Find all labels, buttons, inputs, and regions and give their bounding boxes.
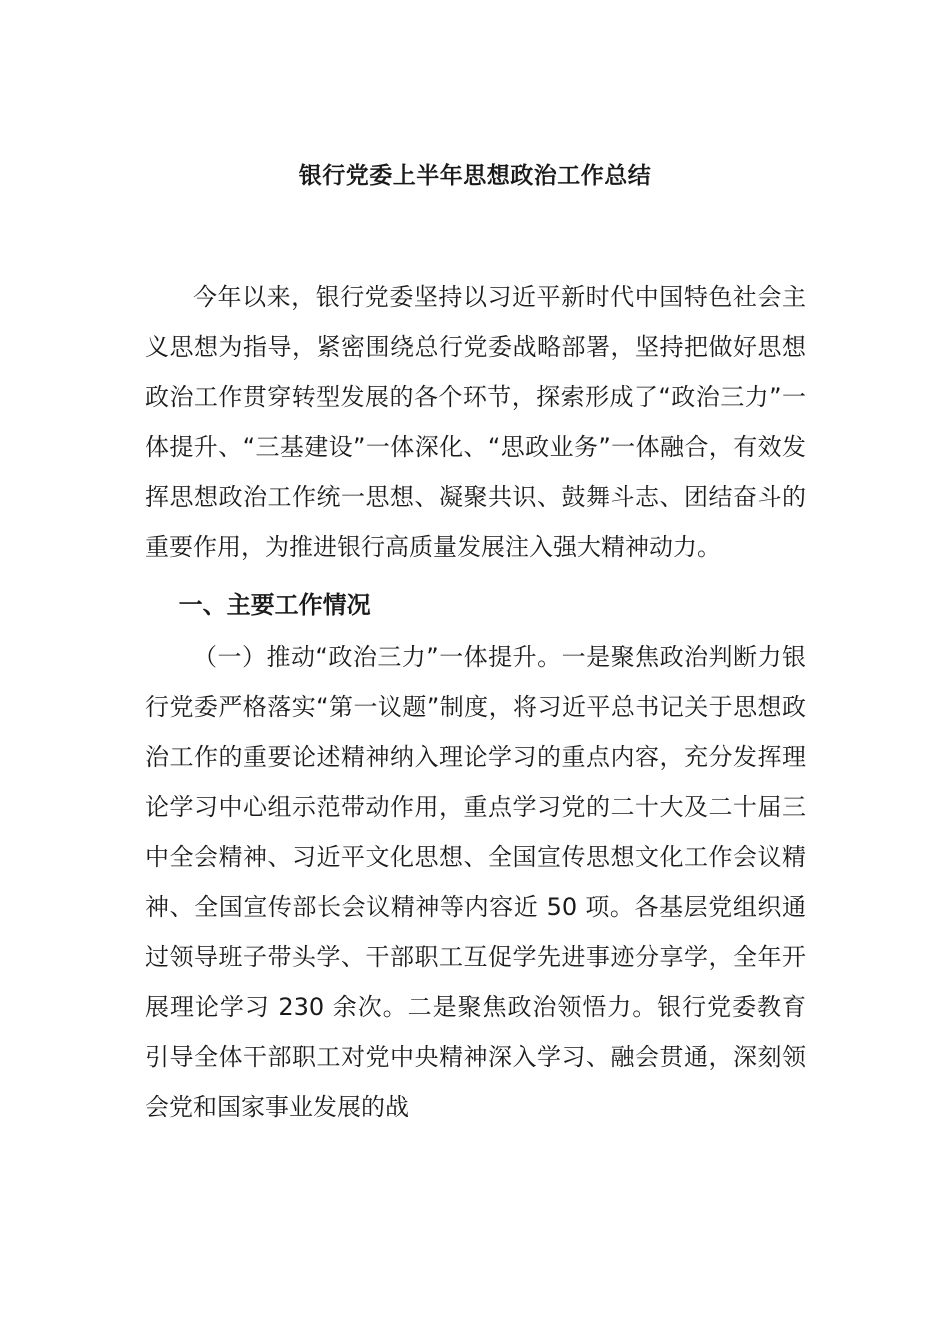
document-title: 银行党委上半年思想政治工作总结 bbox=[298, 163, 652, 189]
section-heading: 一、主要工作情况 bbox=[178, 591, 371, 619]
intro-paragraph: 今年以来，银行党委坚持以习近平新时代中国特色社会主义思想为指导，紧密围绕总行党委战略部署，坚持把做好思想政治工作贯穿转型发展的各个环节，探索形成了“政治三力”一体提升、“三基建设”一体深化、“思政业务”一体融合，有效发挥思想政治工作统一思想、凝聚共识、鼓舞斗志、团结奋斗的重要作用，为推进银行高质量发展注入强大精神动力。 bbox=[145, 283, 806, 561]
section-paragraph: （一）推动“政治三力”一体提升。一是聚焦政治判断力银行党委严格落实“第一议题”制度，将习近平总书记关于思想政治工作的重要论述精神纳入理论学习的重点内容，充分发挥理论学习中心组示范带动作用，重点学习党的二十大及二十届三中全会精神、习近平文化思想、全国宣传思想文化工作会议精神、全国宣传部长会议精神等内容近 50 项。各基层党组织通过领导班子带头学、干部职工互促学先进事迹分享学，全年开展理论学习 230 余次。二是聚焦政治领悟力。银行党委教育引导全体干部职工对党中央精神深入学习、融会贯通，深刻领会党和国家事业发展的战 bbox=[145, 643, 806, 1121]
document-body bbox=[145, 272, 806, 1132]
